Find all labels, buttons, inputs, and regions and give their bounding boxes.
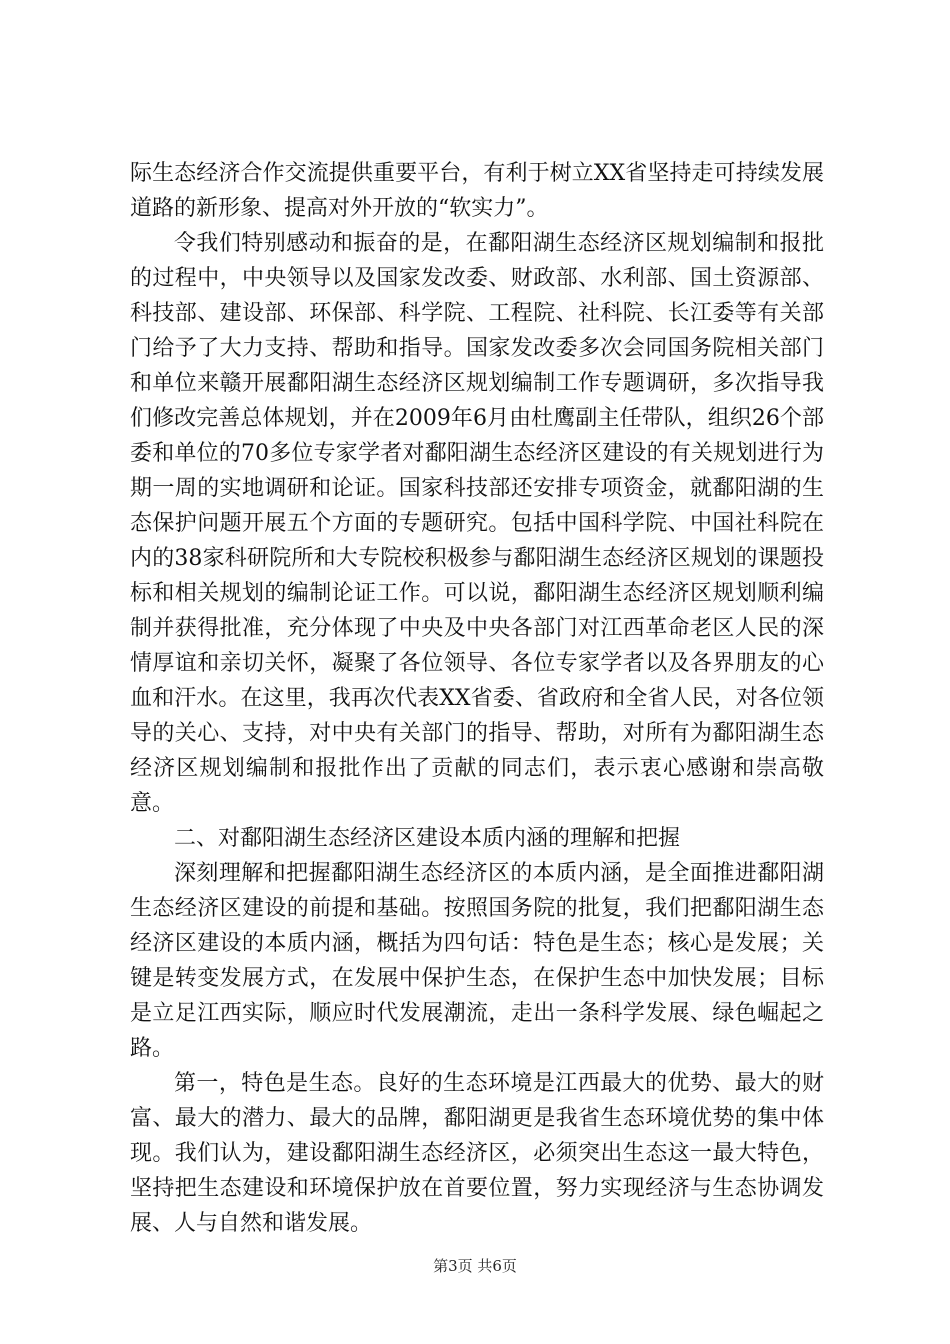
paragraph-essence: 深刻理解和把握鄱阳湖生态经济区的本质内涵，是全面推进鄱阳湖生态经济区建设的前提和基础。按照国务院的批复，我们把鄱阳湖生态经济区建设的本质内涵，概括为四句话：特色是生态；核心是发展；关键是转变发展方式，在发展中保护生态，在保护生态中加快发展；目标是立足江西实际，顺应时代发展潮流，走出一条科学发展、绿色崛起之路。	[130, 861, 824, 1061]
document-body	[130, 156, 824, 1241]
page-footer: 第3页 共6页	[433, 1257, 517, 1275]
paragraph-continuation: 际生态经济合作交流提供重要平台，有利于树立XX省坚持走可持续发展道路的新形象、提高对外开放的“软实力”。	[130, 161, 824, 221]
paragraph-acknowledgement: 令我们特别感动和振奋的是，在鄱阳湖生态经济区规划编制和报批的过程中，中央领导以及国家发改委、财政部、水利部、国土资源部、科技部、建设部、环保部、科学院、工程院、社科院、长江委等有关部门给予了大力支持、帮助和指导。国家发改委多次会同国务院相关部门和单位来赣开展鄱阳湖生态经济区规划编制工作专题调研，多次指导我们修改完善总体规划，并在2009年6月由杜鹰副主任带队，组织26个部委和单位的70多位专家学者对鄱阳湖生态经济区建设的有关规划进行为期一周的实地调研和论证。国家科技部还安排专项资金，就鄱阳湖的生态保护问题开展五个方面的专题研究。包括中国科学院、中国社科院在内的38家科研院所和大专院校积极参与鄱阳湖生态经济区规划的课题投标和相关规划的编制论证工作。可以说，鄱阳湖生态经济区规划顺利编制并获得批准，充分体现了中央及中央各部门对江西革命老区人民的深情厚谊和亲切关怀，凝聚了各位领导、各位专家学者以及各界朋友的心血和汗水。在这里，我再次代表XX省委、省政府和全省人民，对各位领导的关心、支持，对中央有关部门的指导、帮助，对所有为鄱阳湖生态经济区规划编制和报批作出了贡献的同志们，表示衷心感谢和崇高敬意。	[130, 231, 824, 816]
paragraph-ecology: 第一，特色是生态。良好的生态环境是江西最大的优势、最大的财富、最大的潜力、最大的品牌，鄱阳湖更是我省生态环境优势的集中体现。我们认为，建设鄱阳湖生态经济区，必须突出生态这一最大特色，坚持把生态建设和环境保护放在首要位置，努力实现经济与生态协调发展、人与自然和谐发展。	[130, 1071, 824, 1236]
section-heading: 二、对鄱阳湖生态经济区建设本质内涵的理解和把握	[174, 826, 681, 851]
